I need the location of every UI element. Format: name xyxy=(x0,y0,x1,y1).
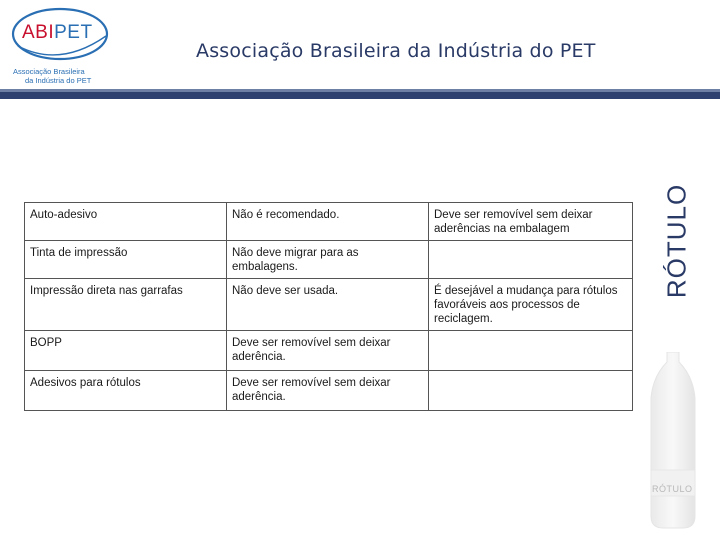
side-label-text: RÓTULO xyxy=(661,183,692,299)
table-cell: Não deve migrar para as embalagens. xyxy=(227,241,429,279)
table-cell: Deve ser removível sem deixar aderência. xyxy=(227,331,429,371)
table-cell: Auto-adesivo xyxy=(25,203,227,241)
table-row xyxy=(25,241,633,279)
table-cell xyxy=(429,241,633,279)
table-cell: Adesivos para rótulos xyxy=(25,371,227,411)
table-cell: É desejável a mudança para rótulos favoráveis aos processos de reciclagem. xyxy=(429,279,633,331)
table-row xyxy=(25,279,633,331)
logo-abi-text: ABI xyxy=(22,22,55,43)
logo-subtitle xyxy=(13,67,91,85)
header-bar-highlight xyxy=(0,89,720,92)
table-row xyxy=(25,331,633,371)
logo-subtitle-line1: Associação Brasileira xyxy=(13,67,85,76)
header-bar xyxy=(0,89,720,101)
table-cell: BOPP xyxy=(25,331,227,371)
table-cell xyxy=(429,371,633,411)
side-label xyxy=(660,172,694,310)
pet-bottle-icon xyxy=(647,352,699,530)
table-cell: Não é recomendado. xyxy=(227,203,429,241)
bottle-label-text: RÓTULO xyxy=(652,484,693,494)
table-cell: Não deve ser usada. xyxy=(227,279,429,331)
table-cell: Deve ser removível sem deixar aderência. xyxy=(227,371,429,411)
table-row xyxy=(25,371,633,411)
table-cell: Impressão direta nas garrafas xyxy=(25,279,227,331)
logo-pet-text: PET xyxy=(54,22,93,43)
logo-subtitle-line2: da Indústria do PET xyxy=(25,76,92,85)
label-guidelines-table xyxy=(24,202,633,411)
table-cell: Deve ser removível sem deixar aderências na embalagem xyxy=(429,203,633,241)
table-row xyxy=(25,203,633,241)
table-cell xyxy=(429,331,633,371)
table-cell: Tinta de impressão xyxy=(25,241,227,279)
logo-name xyxy=(22,22,93,44)
page-title: Associação Brasileira da Indústria do PET xyxy=(196,40,596,62)
abipet-logo xyxy=(8,4,118,88)
